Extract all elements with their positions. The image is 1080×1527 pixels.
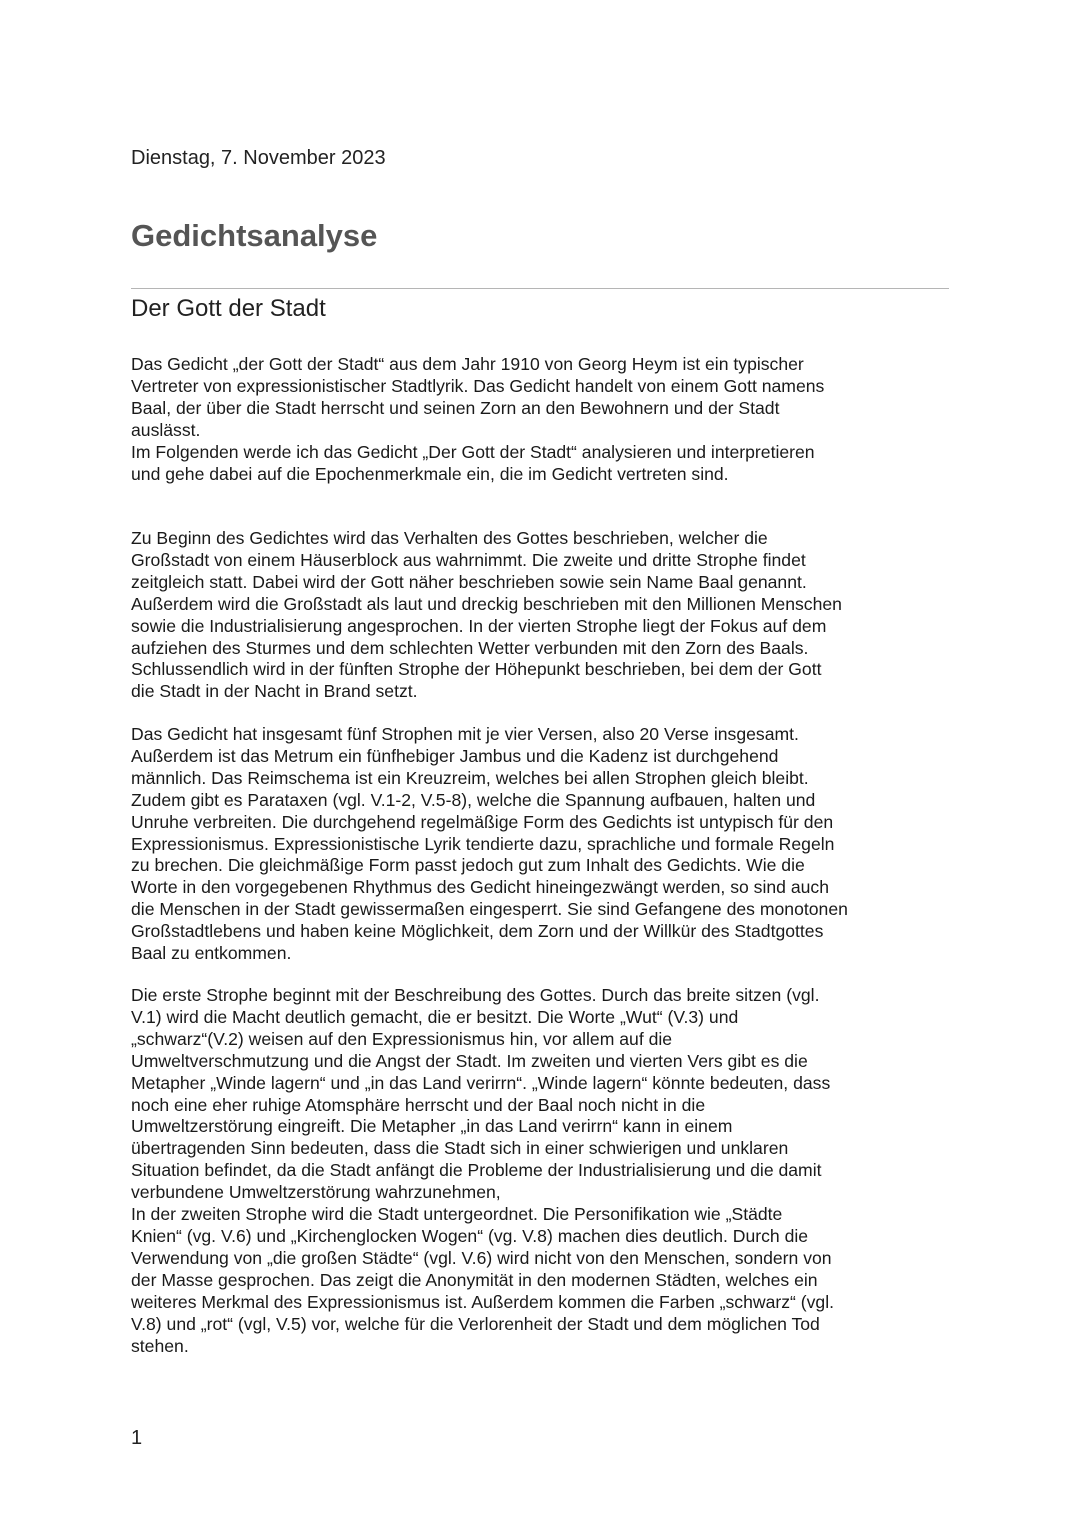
paragraph-content-summary: Zu Beginn des Gedichtes wird das Verhalten des Gottes beschrieben, welcher die Großstadt von einem Häuserblock aus wahrnimmt. Die zweite und dritte Strophe findet zeitgleich statt. Dabei wird der Gott näher beschrieben sowie sein Name Baal genannt. Außerdem wird die Großstadt als laut und dreckig beschrieben mit den Millionen Menschen sowie die Industrialisierung angesprochen. In der vierten Strophe liegt der Fokus auf dem aufziehen des Sturmes und dem schlechten Wetter verbunden mit den Zorn des Baals. Schlussendlich wird in der fünften Strophe der Höhepunkt beschrieben, bei dem der Gott die Stadt in der Nacht in Brand setzt. (131, 528, 842, 702)
paragraph-introduction: Das Gedicht „der Gott der Stadt“ aus dem Jahr 1910 von Georg Heym ist ein typischer Vertreter von expressionistischer Stadtlyrik. Das Gedicht handelt von einem Gott namens Baal, der über die Stadt herrscht und seinen Zorn an den Bewohnern und der Stadt auslässt. Im Folgenden werde ich das Gedicht „Der Gott der Stadt“ analysieren und interpretieren und gehe dabei auf die Epochenmerkmale ein, die im Gedicht vertreten sind. (131, 354, 825, 484)
page-number: 1 (131, 1427, 143, 1449)
paragraph-stanza-analysis: Die erste Strophe beginnt mit der Beschreibung des Gottes. Durch das breite sitzen (vgl. V.1) wird die Macht deutlich gemacht, die er besitzt. Die Worte „Wut“ (V.3) und „schwarz“(V.2) weisen auf den Expressionismus hin, vor allem auf die Umweltverschmutzung und die Angst der Stadt. Im zweiten und vierten Vers gibt es die Metapher „Winde lagern“ und „in das Land verirrn“. „Winde lagern“ könnte bedeuten, dass noch eine eher ruhige Atomsphäre herrscht und der Baal noch nicht in die Umweltzerstörung eingreift. Die Metapher „in das Land verirrn“ kann in einem übertragenden Sinn bedeuten, dass die Stadt sich in einer schwierigen und unklaren Situation befindet, da die Stadt anfängt die Probleme der Industrialisierung und die damit verbundene Umweltzerstörung wahrzunehmen, In der zweiten Strophe wird die Stadt untergeordnet. Die Personifikation wie „Städte Knien“ (vg. V.6) und „Kirchenglocken Wogen“ (vg. V.8) machen dies deutlich. Durch die Verwendung von „die großen Städte“ (vgl. V.6) wird nicht von den Menschen, sondern von der Masse gesprochen. Das zeigt die Anonymität in den modernen Städten, welches ein weiteres Merkmal des Expressionismus ist. Außerdem kommen die Farben „schwarz“ (vgl. V.8) und „rot“ (vgl, V.5) vor, welche für die Verlorenheit der Stadt und dem möglichen Tod stehen. (131, 985, 834, 1356)
paragraph-formal-analysis: Das Gedicht hat insgesamt fünf Strophen mit je vier Versen, also 20 Verse insgesamt. Außerdem ist das Metrum ein fünfhebiger Jambus und die Kadenz ist durchgehend männlich. Das Reimschema ist ein Kreuzreim, welches bei allen Strophen gleich bleibt. Zudem gibt es Parataxen (vgl. V.1-2, V.5-8), welche die Spannung aufbauen, halten und Unruhe verbreiten. Die durchgehend regelmäßige Form des Gedichts ist untypisch für den Expressionismus. Expressionistische Lyrik tendierte dazu, sprachliche und formale Regeln zu brechen. Die gleichmäßige Form passt jedoch gut zum Inhalt des Gedichts. Wie die Worte in den vorgegebenen Rhythmus des Gedicht hineingezwängt werden, so sind auch die Menschen in der Stadt gewissermaßen eingesperrt. Sie sind Gefangene des monotonen Großstadtlebens und haben keine Möglichkeit, dem Zorn und der Willkür des Stadtgottes Baal zu entkommen. (131, 724, 848, 964)
title-divider (131, 288, 949, 289)
document-date: Dienstag, 7. November 2023 (131, 147, 386, 169)
poem-title-heading: Der Gott der Stadt (131, 295, 326, 322)
document-title: Gedichtsanalyse (131, 218, 378, 253)
